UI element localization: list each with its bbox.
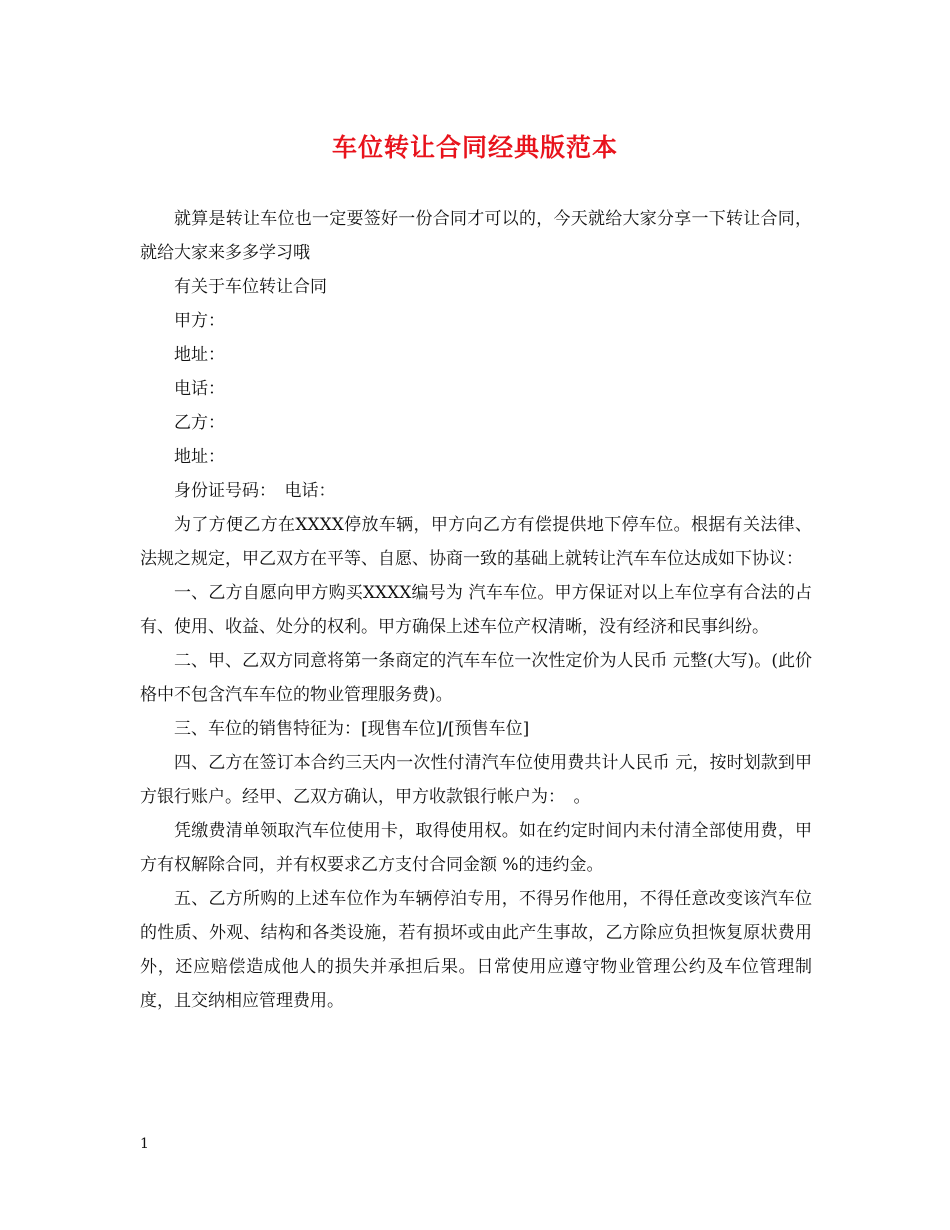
intro-paragraph: 就算是转让车位也一定要签好一份合同才可以的，今天就给大家分享一下转让合同，就给大家来多多学习哦 <box>140 209 812 263</box>
contract-heading: 有关于车位转让合同 <box>174 277 327 297</box>
party-b-id-phone-field: 身份证号码： 电话： <box>174 481 336 501</box>
document-title: 车位转让合同经典版范本 <box>331 133 618 162</box>
clause-4-continued-paragraph: 凭缴费清单领取汽车位使用卡，取得使用权。如在约定时间内未付清全部使用费，甲方有权解除合同，并有权要求乙方支付合同金额 %的违约金。 <box>140 821 812 875</box>
clause-4-paragraph: 四、乙方在签订本合约三天内一次性付清汽车位使用费共计人民币 元，按时划款到甲方银行账户。经甲、乙双方确认，甲方收款银行帐户为： 。 <box>140 753 812 807</box>
party-b-address-field: 地址： <box>174 447 225 467</box>
party-b-field: 乙方： <box>174 413 225 433</box>
party-a-address-field: 地址： <box>174 345 225 365</box>
clause-2-paragraph: 二、甲、乙双方同意将第一条商定的汽车车位一次性定价为人民币 元整(大写)。(此价格中不包含汽车车位的物业管理服务费)。 <box>140 651 812 705</box>
party-a-field: 甲方： <box>174 311 225 331</box>
clause-3-paragraph: 三、车位的销售特征为：[现售车位]/[预售车位] <box>174 719 530 739</box>
clause-5-paragraph: 五、乙方所购的上述车位作为车辆停泊专用，不得另作他用，不得任意改变该汽车位的性质、外观、结构和各类设施，若有损坏或由此产生事故，乙方除应负担恢复原状费用外，还应赔偿造成他人的损失并承担后果。日常使用应遵守物业管理公约及车位管理制度，且交纳相应管理费用。 <box>140 889 812 1011</box>
page-number: 1 <box>140 1136 149 1152</box>
party-a-phone-field: 电话： <box>174 379 225 399</box>
document-body <box>140 202 812 1018</box>
preamble-paragraph: 为了方便乙方在XXXX停放车辆，甲方向乙方有偿提供地下停车位。根据有关法律、法规之规定，甲乙双方在平等、自愿、协商一致的基础上就转让汽车车位达成如下协议： <box>140 515 812 569</box>
clause-1-paragraph: 一、乙方自愿向甲方购买XXXX编号为 汽车车位。甲方保证对以上车位享有合法的占有、使用、收益、处分的权利。甲方确保上述车位产权清晰，没有经济和民事纠纷。 <box>140 583 812 637</box>
